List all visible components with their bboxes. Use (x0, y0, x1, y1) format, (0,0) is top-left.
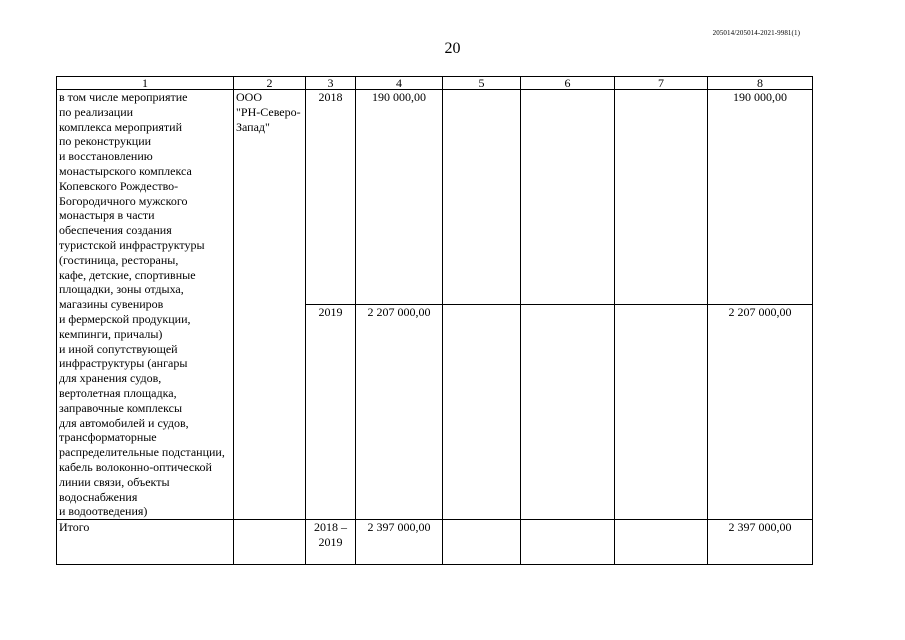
measure-description (57, 90, 234, 520)
amount-col8: 190 000,00 (708, 90, 813, 305)
column-header-row (57, 77, 813, 90)
amount-col5 (443, 90, 521, 305)
description-line: комплекса мероприятий (59, 119, 183, 134)
amount-col7 (615, 90, 708, 305)
amount-col4: 2 207 000,00 (356, 305, 443, 520)
page-number: 20 (444, 40, 461, 57)
amount-col4: 190 000,00 (356, 90, 443, 305)
description-line: кабель волоконно-оптической (59, 459, 212, 474)
description-line: монастырского комплекса (59, 163, 192, 178)
amount-col5 (443, 305, 521, 520)
total-executor (234, 520, 306, 565)
column-header: 5 (443, 77, 521, 90)
year-cell: 2019 (306, 305, 356, 520)
description-line: Копевского Рождество- (59, 178, 179, 193)
total-col6 (521, 520, 615, 565)
description-line: туристской инфраструктуры (59, 237, 205, 252)
executor-line: ООО (236, 90, 262, 104)
column-header: 6 (521, 77, 615, 90)
total-years (306, 520, 356, 565)
total-col8: 2 397 000,00 (708, 520, 813, 565)
description-line: Богородичного мужского (59, 193, 188, 208)
total-col4: 2 397 000,00 (356, 520, 443, 565)
description-line: линии связи, объекты (59, 474, 170, 489)
total-row (57, 520, 813, 565)
executor-cell (234, 90, 306, 520)
column-header: 3 (306, 77, 356, 90)
amount-col7 (615, 305, 708, 520)
description-line: в том числе мероприятие (59, 90, 188, 104)
description-line: инфраструктуры (ангары (59, 356, 188, 371)
description-line: по реконструкции (59, 134, 152, 149)
column-header: 2 (234, 77, 306, 90)
total-year-line: 2018 – (314, 520, 347, 535)
column-header: 7 (615, 77, 708, 90)
description-line: и фермерской продукции, (59, 311, 191, 326)
executor-line: Запад" (236, 119, 270, 134)
description-line: заправочные комплексы (59, 400, 183, 415)
year-cell: 2018 (306, 90, 356, 305)
column-header: 4 (356, 77, 443, 90)
description-line: вертолетная площадка, (59, 385, 177, 400)
description-line: для хранения судов, (59, 371, 162, 386)
description-line: и восстановлению (59, 149, 153, 164)
description-line: распределительные подстанции, (59, 445, 225, 460)
column-header: 8 (708, 77, 813, 90)
description-line: трансформаторные (59, 430, 157, 445)
description-line: для автомобилей и судов, (59, 415, 189, 430)
description-line: (гостиница, рестораны, (59, 252, 179, 267)
description-line: и водоотведения) (59, 504, 148, 519)
description-line: водоснабжения (59, 489, 138, 504)
description-line: площадки, зоны отдыха, (59, 282, 184, 297)
budget-table (56, 76, 813, 565)
total-year-line: 2019 (318, 534, 343, 549)
amount-col6 (521, 90, 615, 305)
table-row (57, 90, 813, 305)
description-line: и иной сопутствующей (59, 341, 178, 356)
executor-line: "РН-Северо- (236, 104, 301, 119)
description-line: магазины сувениров (59, 297, 164, 312)
total-col7 (615, 520, 708, 565)
amount-col6 (521, 305, 615, 520)
description-line: монастыря в части (59, 208, 155, 223)
description-line: обеспечения создания (59, 223, 172, 238)
document-id: 205014/205014-2021-9981(1) (712, 29, 800, 37)
description-line: кемпинги, причалы) (59, 326, 163, 341)
column-header: 1 (57, 77, 234, 90)
description-line: по реализации (59, 104, 134, 119)
total-label: Итого (57, 520, 234, 565)
description-line: кафе, детские, спортивные (59, 267, 196, 282)
total-col5 (443, 520, 521, 565)
amount-col8: 2 207 000,00 (708, 305, 813, 520)
